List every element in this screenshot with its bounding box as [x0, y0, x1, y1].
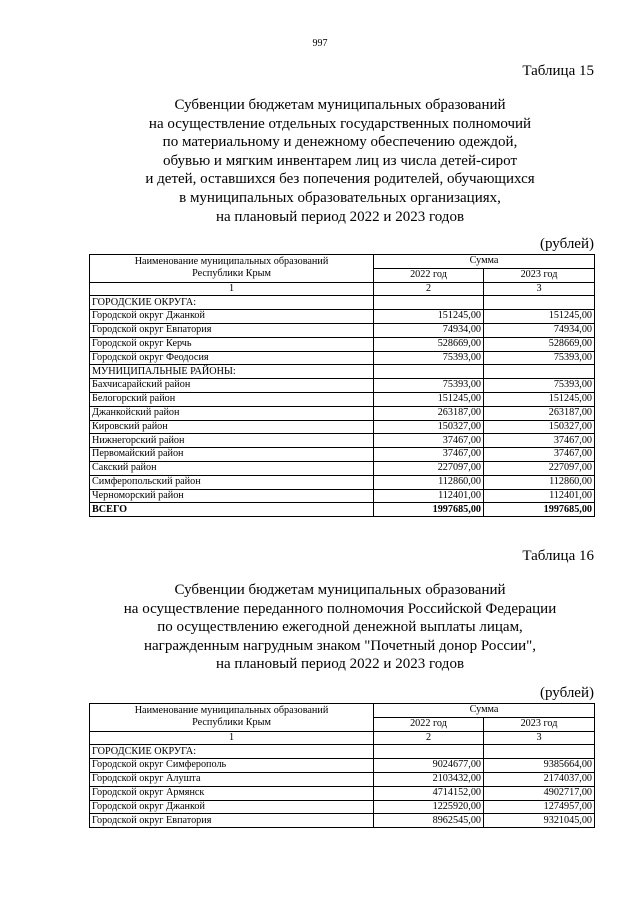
table16	[89, 703, 595, 828]
municipality-name: Городской округ Евпатория	[90, 814, 374, 828]
municipality-name: Городской округ Джанкой	[90, 800, 374, 814]
section-label: МУНИЦИПАЛЬНЫЕ РАЙОНЫ:	[90, 365, 374, 379]
column-header-year1: 2022 год	[374, 717, 484, 731]
amount-2022: 2103432,00	[374, 772, 484, 786]
amount-2022: 9024677,00	[374, 759, 484, 773]
amount-2023: 151245,00	[484, 392, 595, 406]
table15-title-line: в муниципальных образовательных организациях,	[179, 189, 501, 206]
municipality-name: Городской округ Армянск	[90, 786, 374, 800]
amount-2023: 528669,00	[484, 337, 595, 351]
column-header-year2: 2023 год	[484, 268, 595, 282]
amount-2023: 9321045,00	[484, 814, 595, 828]
table-row	[90, 420, 595, 434]
amount-2023: 1997685,00	[484, 503, 595, 517]
table15	[89, 254, 595, 517]
amount-2022: 227097,00	[374, 461, 484, 475]
table16-label: Таблица 16	[522, 548, 594, 564]
amount-2022: 151245,00	[374, 392, 484, 406]
amount-2022: 150327,00	[374, 420, 484, 434]
municipality-name: Джанкойский район	[90, 406, 374, 420]
table-row	[90, 392, 595, 406]
table-row	[90, 489, 595, 503]
table15-label: Таблица 15	[522, 63, 594, 79]
municipality-name: Городской округ Евпатория	[90, 323, 374, 337]
table15-title-line: на плановый период 2022 и 2023 годов	[215, 208, 465, 225]
municipality-name: Бахчисарайский район	[90, 379, 374, 393]
amount-2022: 75393,00	[374, 379, 484, 393]
section-label: ГОРОДСКИЕ ОКРУГА:	[90, 745, 374, 759]
amount-2023: 112860,00	[484, 475, 595, 489]
municipality-name: Белогорский район	[90, 392, 374, 406]
column-header-sum: Сумма	[374, 255, 595, 269]
table-row	[90, 379, 595, 393]
column-number: 2	[374, 731, 484, 745]
table-row	[90, 814, 595, 828]
table-row	[90, 406, 595, 420]
section-label: ГОРОДСКИЕ ОКРУГА:	[90, 296, 374, 310]
municipality-name: Черноморский район	[90, 489, 374, 503]
amount-2023: 151245,00	[484, 310, 595, 324]
page-number: 997	[312, 38, 328, 49]
amount-2022: 112401,00	[374, 489, 484, 503]
table15-title-line: и детей, оставшихся без попечения родителей, обучающихся	[145, 171, 535, 188]
amount-2023: 1274957,00	[484, 800, 595, 814]
amount-2022: 37467,00	[374, 448, 484, 462]
column-header-year1: 2022 год	[374, 268, 484, 282]
total-row	[90, 503, 595, 517]
table-row	[90, 434, 595, 448]
table15-units: (рублей)	[539, 236, 594, 252]
table-row	[90, 310, 595, 324]
amount-2022: 75393,00	[374, 351, 484, 365]
amount-2022: 74934,00	[374, 323, 484, 337]
table16-title	[60, 581, 620, 674]
amount-2022: 263187,00	[374, 406, 484, 420]
section-row	[90, 745, 595, 759]
column-number: 1	[90, 731, 374, 745]
table-row	[90, 800, 595, 814]
table15-title-line: на осуществление отдельных государственных полномочий	[148, 115, 532, 132]
table-row	[90, 786, 595, 800]
table-row	[90, 448, 595, 462]
municipality-name: Городской округ Симферополь	[90, 759, 374, 773]
amount-2023: 150327,00	[484, 420, 595, 434]
column-number: 1	[90, 282, 374, 296]
amount-2023: 2174037,00	[484, 772, 595, 786]
table16-title-line: на осуществление переданного полномочия Российской Федерации	[123, 600, 557, 617]
section-row	[90, 365, 595, 379]
table-row	[90, 323, 595, 337]
empty-cell	[484, 296, 595, 310]
column-number: 2	[374, 282, 484, 296]
municipality-name: Городской округ Джанкой	[90, 310, 374, 324]
empty-cell	[484, 745, 595, 759]
amount-2022: 151245,00	[374, 310, 484, 324]
table16-title-line: по осуществлению ежегодной денежной выплаты лицам,	[157, 619, 523, 636]
amount-2023: 37467,00	[484, 434, 595, 448]
amount-2023: 75393,00	[484, 379, 595, 393]
municipality-name: Симферопольский район	[90, 475, 374, 489]
empty-cell	[374, 296, 484, 310]
table-row	[90, 461, 595, 475]
municipality-name: Городской округ Керчь	[90, 337, 374, 351]
amount-2022: 1997685,00	[374, 503, 484, 517]
table15-title	[60, 96, 620, 226]
amount-2022: 528669,00	[374, 337, 484, 351]
table-row	[90, 337, 595, 351]
amount-2023: 75393,00	[484, 351, 595, 365]
empty-cell	[374, 745, 484, 759]
amount-2023: 112401,00	[484, 489, 595, 503]
column-header-name: Наименование муниципальных образований Республики Крым	[90, 255, 374, 283]
amount-2022: 112860,00	[374, 475, 484, 489]
municipality-name: Сакский район	[90, 461, 374, 475]
amount-2023: 263187,00	[484, 406, 595, 420]
table15-title-line: по материальному и денежному обеспечению одеждой,	[162, 134, 518, 151]
empty-cell	[374, 365, 484, 379]
amount-2022: 1225920,00	[374, 800, 484, 814]
empty-cell	[484, 365, 595, 379]
municipality-name: Городской округ Алушта	[90, 772, 374, 786]
table15-title-line: обувью и мягким инвентарем лиц из числа детей-сирот	[162, 152, 518, 169]
municipality-name: ВСЕГО	[90, 503, 374, 517]
amount-2022: 37467,00	[374, 434, 484, 448]
table-row	[90, 772, 595, 786]
section-row	[90, 296, 595, 310]
table16-title-line: награжденным нагрудным знаком "Почетный донор России",	[144, 637, 536, 654]
amount-2023: 9385664,00	[484, 759, 595, 773]
amount-2023: 74934,00	[484, 323, 595, 337]
municipality-name: Нижнегорский район	[90, 434, 374, 448]
column-number: 3	[484, 282, 595, 296]
amount-2022: 8962545,00	[374, 814, 484, 828]
amount-2023: 227097,00	[484, 461, 595, 475]
amount-2023: 4902717,00	[484, 786, 595, 800]
table15-title-line: Субвенции бюджетам муниципальных образований	[174, 97, 506, 113]
column-header-sum: Сумма	[374, 704, 595, 718]
column-number: 3	[484, 731, 595, 745]
amount-2022: 4714152,00	[374, 786, 484, 800]
column-header-name: Наименование муниципальных образований Республики Крым	[90, 704, 374, 732]
table16-units: (рублей)	[539, 685, 594, 701]
table-row	[90, 759, 595, 773]
municipality-name: Кировский район	[90, 420, 374, 434]
table16-title-line: на плановый период 2022 и 2023 годов	[215, 656, 465, 673]
table-row	[90, 351, 595, 365]
amount-2023: 37467,00	[484, 448, 595, 462]
table-row	[90, 475, 595, 489]
municipality-name: Первомайский район	[90, 448, 374, 462]
table16-title-line: Субвенции бюджетам муниципальных образований	[174, 582, 506, 598]
municipality-name: Городской округ Феодосия	[90, 351, 374, 365]
column-header-year2: 2023 год	[484, 717, 595, 731]
